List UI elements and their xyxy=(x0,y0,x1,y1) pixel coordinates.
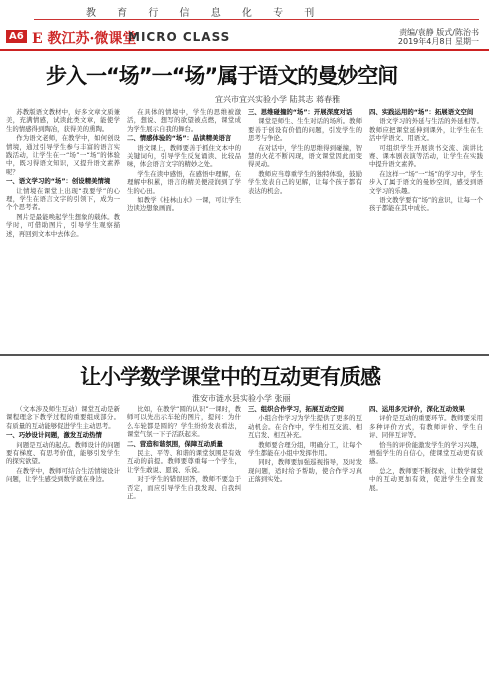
paragraph: 在教学中，教师可结合生活情境设计问题，让学生感受到数学就在身边。 xyxy=(6,466,120,484)
paragraph: 语文课上，教师要善于抓住文本中的关键词句，引导学生反复诵读、比较品味，体会语言文字的精妙之处。 xyxy=(127,143,241,169)
article-divider xyxy=(0,354,489,356)
paragraph: 恰当的评价能激发学生的学习兴趣，增强学生的自信心，使课堂互动更有质感。 xyxy=(369,440,483,466)
article2-column-2 xyxy=(127,405,241,691)
paragraph: 民主、平等、和谐的课堂氛围是有效互动的前提。教师要尊重每一个学生，让学生敢说、愿说、乐说。 xyxy=(127,449,241,474)
paragraph: 作为语文老师，在教学中，如何创设情境，通过引导学生参与丰富的语言实践活动，让学生在一“场”一“场”的体验中，既习得语文知识，又提升语文素养呢？ xyxy=(6,134,120,176)
paragraph: 比如，在教学“圆的认识”一课时，教师可以先出示车轮的图片，提问：为什么车轮都是圆的？学生纷纷发表看法，课堂气氛一下子活跃起来。 xyxy=(127,405,241,439)
article1-byline: 宜兴市宜兴实验小学 陆其志 蒋春雅 xyxy=(215,95,341,104)
paragraph: 二、营造和谐氛围，保障互动质量 xyxy=(127,439,223,448)
paragraph: 对于学生的错误回答，教师不要急于否定，而应引导学生自我发现、自我纠正。 xyxy=(127,475,241,501)
paragraph: 图片是最能唤起学生想象的载体。教学时，可借助图片，引导学生观察描述，再回到文本中去体会。 xyxy=(6,212,120,238)
paragraph: 一、巧妙设计问题，激发互动热情 xyxy=(6,431,102,440)
article1-title: 步入一“场”一“场”属于语文的曼妙空间 xyxy=(46,64,398,88)
paragraph: （文本涉及师生互动）课堂互动是新课程理念下教学过程的重要组成部分。有质量的互动能够促进学生主动思考。 xyxy=(6,405,120,430)
issue-date: 2019年4月8日 星期一 xyxy=(397,37,479,46)
paragraph: 教师应当尊重学生的独特体验，鼓励学生发表自己的见解，让每个孩子都有表达的机会。 xyxy=(248,169,362,195)
paper-name: E 教江苏·微课堂 xyxy=(32,31,137,47)
editor-credit: 责编/袁静 版式/陈治书 xyxy=(399,28,479,37)
article2-column-1 xyxy=(6,405,120,691)
paragraph: 可组织学生开展读书交流、演讲比赛、课本剧表演等活动，让学生在实践中提升语文素养。 xyxy=(369,143,483,169)
header-divider xyxy=(0,49,489,51)
paragraph: 语文教学要有“场”的意识，让每一个孩子都能在其中成长。 xyxy=(369,196,483,213)
paragraph: 语文学习的外延与生活的外延相等。教师应把课堂延伸到课外，让学生在生活中学语文、用语文。 xyxy=(369,117,483,143)
article1-column-2 xyxy=(127,108,241,352)
page-number-badge: A6 xyxy=(6,30,27,43)
paragraph: 一、语文学习的“场”：创设精美情境 xyxy=(6,177,111,186)
paragraph: 三、思维碰撞的“场”：开展深度对话 xyxy=(248,108,353,116)
column-name: MICRO CLASS xyxy=(128,30,231,44)
paragraph: 二、情感体验的“场”：品读精美语言 xyxy=(127,134,232,143)
paragraph: 在对话中，学生的思维得到碰撞，智慧的火花不断闪现，语文课堂因此而变得灵动。 xyxy=(248,143,362,169)
article2-body xyxy=(6,405,483,691)
header-brand xyxy=(0,27,489,49)
paragraph: 让情境在课堂上出现“我要学”的心理，学生在语言文字的引领下，成为一个个思考者。 xyxy=(6,186,120,212)
paragraph: 问题是互动的起点。教师设计的问题要有梯度、有思考价值，能够引发学生的探究欲望。 xyxy=(6,440,120,466)
article2-column-3 xyxy=(248,405,362,691)
article2-byline: 淮安市涟水县实验小学 张丽 xyxy=(192,394,291,403)
header-tagline: 教 育 行 信 息 化 专 刊 xyxy=(86,8,324,19)
paragraph: 在这样一“场”一“场”的学习中，学生步入了属于语文的曼妙空间，感受到语文学习的乐趣。 xyxy=(369,169,483,195)
paragraph: 教师要合理分组，明确分工，让每个学生都能在小组中发挥作用。 xyxy=(248,440,362,458)
article2-title: 让小学数学课堂中的互动更有质感 xyxy=(80,365,380,389)
header-meta xyxy=(398,28,479,46)
paragraph: 总之，教师要不断探索，让数学课堂中的互动更加有效，促进学生全面发展。 xyxy=(369,466,483,492)
header-top xyxy=(0,0,489,26)
paragraph: 小组合作学习为学生提供了更多的互动机会。在合作中，学生相互交流、相互启发、相互补充。 xyxy=(248,414,362,440)
paragraph: 四、运用多元评价，深化互动效果 xyxy=(369,405,465,413)
paragraph: 在具体的情境中，学生的思维被激活，想说、想写的欲望被点燃，课堂成为学生展示自我的舞台。 xyxy=(127,108,241,133)
paragraph: 苏教版语文教材中，好多文章文质兼美，充满情感，试读此类文章，能使学生的情感得到陶冶，获得美的熏陶。 xyxy=(6,108,120,133)
header-rule xyxy=(34,19,479,20)
paragraph: 评价是互动的重要环节。教师要采用多种评价方式，有教师评价、学生自评、同伴互评等。 xyxy=(369,414,483,440)
article2-column-4 xyxy=(369,405,483,691)
article1-column-3 xyxy=(248,108,362,352)
article1-column-1 xyxy=(6,108,120,352)
paragraph: 同时，教师要加强巡视指导，及时发现问题，适时给予帮助，使合作学习真正落到实处。 xyxy=(248,458,362,484)
article1-body xyxy=(6,108,483,352)
article1-column-4 xyxy=(369,108,483,352)
paragraph: 课堂是师生、生生对话的场所。教师要善于创设有价值的问题，引发学生的思考与争论。 xyxy=(248,117,362,143)
paragraph: 学生在读中感悟，在感悟中理解，在理解中积累，语言的精美便浸润到了学生的心田。 xyxy=(127,169,241,195)
paragraph: 四、实践运用的“场”：拓展语文空间 xyxy=(369,108,474,116)
paragraph: 如教学《桂林山水》一课，可让学生边读边想象画面。 xyxy=(127,196,241,213)
paragraph: 三、组织合作学习，拓展互动空间 xyxy=(248,405,344,413)
